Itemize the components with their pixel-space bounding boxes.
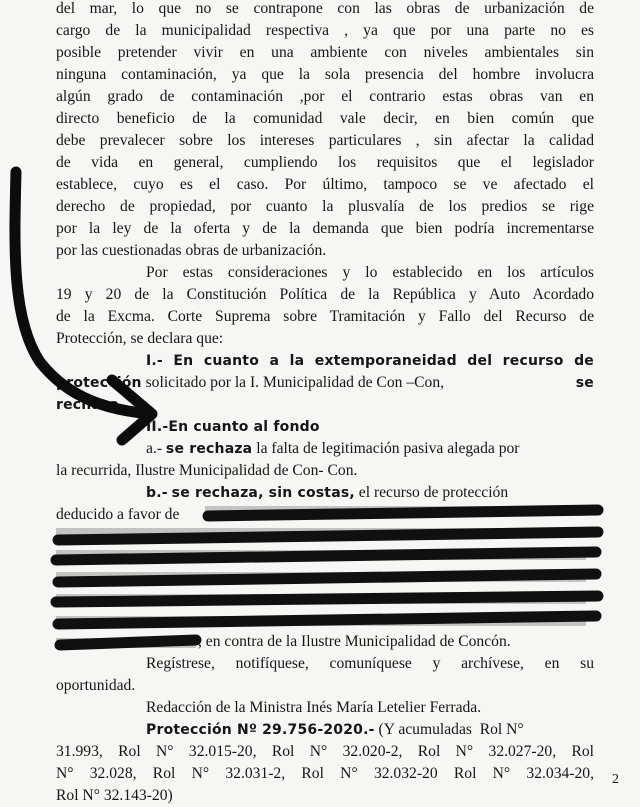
item-b-bold: se rechaza, sin costas, xyxy=(171,485,355,501)
paragraph-line: Por estas consideraciones y lo establecido en los artículos xyxy=(146,264,594,281)
item-i-heading: I.- En cuanto a la extemporaneidad del recurso de xyxy=(146,353,594,369)
proteccion-text: (Y acumuladas Rol N° xyxy=(374,721,524,738)
paragraph-line: establece, cuyo es el caso. Por último, tampoco se ve afectado el xyxy=(56,176,594,193)
item-b-prefix: b.- xyxy=(146,485,168,501)
rol-line: N° 32.028, Rol N° 32.031-2, Rol N° 32.032-20 Rol N° 32.034-20, xyxy=(56,765,594,782)
paragraph-line: por las cuestionadas obras de urbanización. xyxy=(56,242,327,259)
paragraph-line: posible pretender vivir en una ambiente con niveles ambientales sin xyxy=(56,44,594,61)
item-a-text: la falta de legitimación pasiva alegada por xyxy=(252,440,520,457)
paragraph-line: de vida en general, cumpliendo los requisitos que el legislador xyxy=(56,154,594,171)
redaction-end-text: , en contra de la Ilustre Municipalidad de Concón. xyxy=(198,633,511,650)
paragraph-line: derecho de propiedad, por cuanto la plusvalía de los predios se rige xyxy=(56,198,594,215)
arrow-shaft xyxy=(15,172,150,414)
item-a-prefix: a.- xyxy=(146,440,163,457)
rol-line: 31.993, Rol N° 32.015-20, Rol N° 32.020-2, Rol N° 32.027-20, Rol xyxy=(56,743,594,760)
paragraph-line: ninguna contaminación, ya que la sola presencia del hombre involucra xyxy=(56,66,594,83)
paragraph-line: directo beneficio de la comunidad vale decir, en bien común que xyxy=(56,110,594,127)
paragraph-line: del mar, lo que no se contrapone con las obras de urbanización de xyxy=(56,0,594,17)
item-b-line2: deducido a favor de xyxy=(56,506,180,523)
closing-line: Regístrese, notifíquese, comuníquese y archívese, en su xyxy=(146,655,594,672)
item-b-text: el recurso de protección xyxy=(354,484,509,501)
paragraph-line: 19 y 20 de la Constitución Política de la República y Auto Acordado xyxy=(56,286,594,303)
paragraph-line: debe prevalecer sobre los intereses particulares , sin afectar la calidad xyxy=(56,132,594,149)
paragraph-line: Protección, se declara que: xyxy=(56,330,224,347)
item-i-end: se xyxy=(575,375,594,391)
item-a-bold: se rechaza xyxy=(165,441,253,457)
paragraph-line: por la ley de la oferta y de la demanda que bien podría incrementarse xyxy=(56,220,594,237)
paragraph-line: cargo de la municipalidad respectiva , ya que por una parte no es xyxy=(56,22,594,39)
item-i-line3: rechaza. xyxy=(56,397,125,413)
paragraph-line: algún grado de contaminación ,por el contrario estas obras van en xyxy=(56,88,594,105)
page-number: 2 xyxy=(612,772,619,787)
paragraph-line: de la Excma. Corte Suprema sobre Tramitación y Fallo del Recurso de xyxy=(56,308,594,325)
closing-line: oportunidad. xyxy=(56,677,136,694)
item-a-line2: la recurrida, Ilustre Municipalidad de Con- Con. xyxy=(56,462,358,479)
item-ii-heading: II.-En cuanto al fondo xyxy=(146,419,320,435)
redaccion-line: Redacción de la Ministra Inés María Letelier Ferrada. xyxy=(146,699,482,716)
rol-line: Rol N° 32.143-20) xyxy=(56,787,173,804)
item-i-bold: protección xyxy=(56,375,142,391)
proteccion-number: Protección Nº 29.756-2020.- xyxy=(146,722,375,738)
item-i-text: solicitado por la I. Municipalidad de Con –Con, xyxy=(141,374,445,391)
